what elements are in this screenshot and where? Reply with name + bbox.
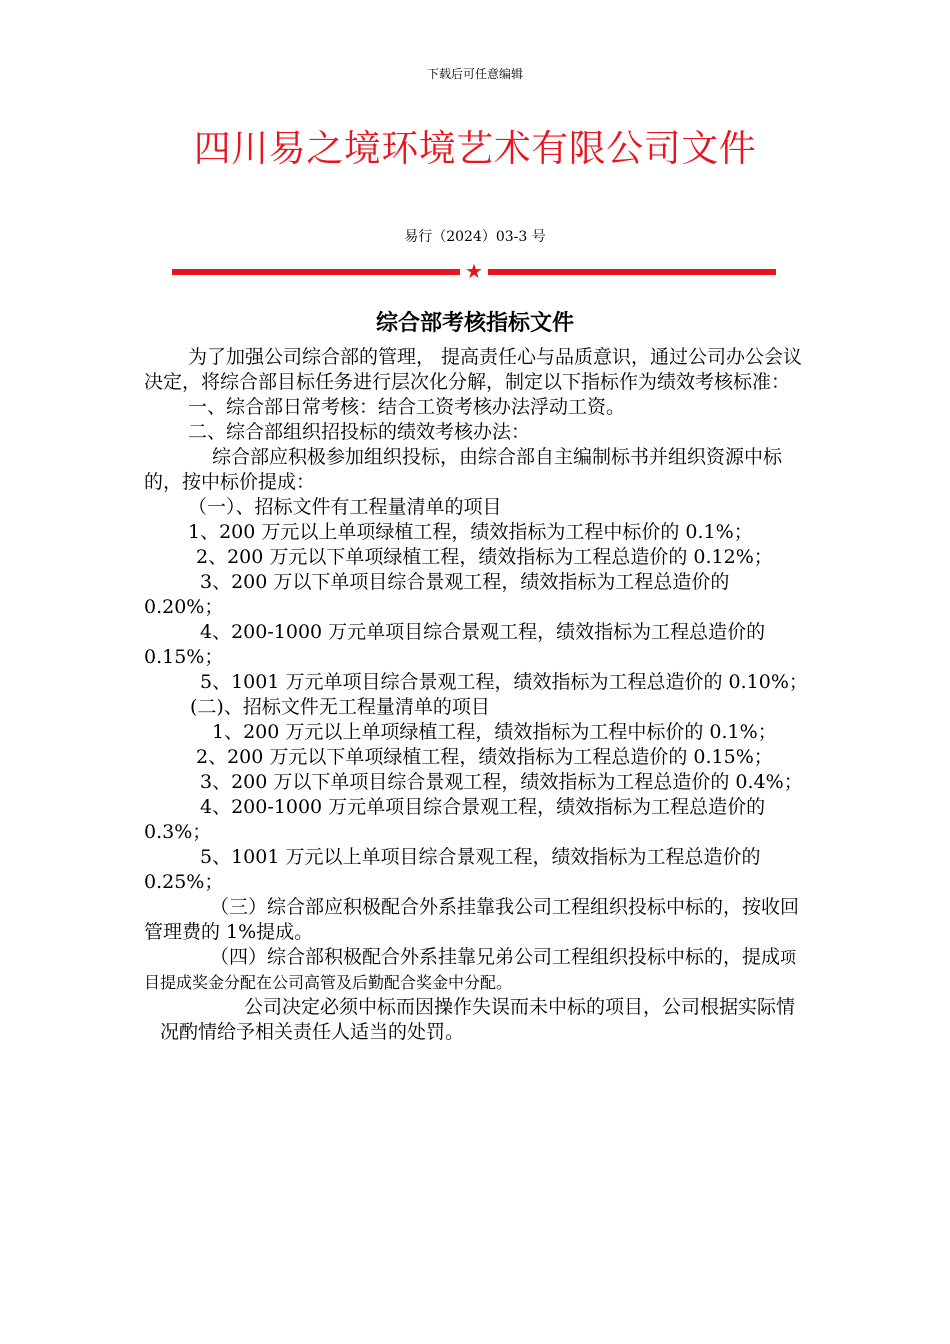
paragraph-text: 二、综合部组织招投标的绩效考核办法： xyxy=(188,421,531,443)
paragraph-text: 1、200 万元以上单项绿植工程，绩效指标为工程中标价的 0.1%； xyxy=(212,721,777,743)
body-paragraph xyxy=(144,495,808,520)
paragraph-text: 综合部应积极参加组织投标，由综合部自主编制标书并组织资源中标的，按中标价提成： xyxy=(144,446,783,493)
body-paragraph xyxy=(144,420,808,445)
paragraph-text: (二)、招标文件无工程量清单的项目 xyxy=(190,696,490,718)
body-paragraph xyxy=(144,345,808,395)
body-paragraph xyxy=(144,545,808,570)
paragraph-text: 2、200 万元以下单项绿植工程，绩效指标为工程总造价的 0.15%； xyxy=(196,746,773,768)
body-paragraph xyxy=(144,995,808,1045)
paragraph-text: 为了加强公司综合部的管理， 提高责任心与品质意识，通过公司办公会议决定，将综合部目标任务进行层次化分解，制定以下指标作为绩效考核标准： xyxy=(144,346,803,393)
doc-title: 综合部考核指标文件 xyxy=(375,310,574,336)
paragraph-text: 4、200-1000 万元单项目综合景观工程，绩效指标为工程总造价的 0.15%； xyxy=(144,621,766,668)
body-paragraph xyxy=(144,745,808,770)
paragraph-tail-text: 项目提成奖金分配在公司高管及后勤配合奖金中分配。 xyxy=(144,948,797,992)
body-paragraph xyxy=(144,395,808,420)
paragraph-text: 2、200 万元以下单项绿植工程，绩效指标为工程总造价的 0.12%； xyxy=(196,546,773,568)
body-paragraph xyxy=(144,895,808,945)
doc-number: 易行（2024）03-3 号 xyxy=(404,229,546,245)
paragraph-text: 4、200-1000 万元单项目综合景观工程，绩效指标为工程总造价的 0.3%； xyxy=(144,796,766,843)
body-paragraph xyxy=(144,670,808,695)
paragraph-text: 5、1001 万元单项目综合景观工程，绩效指标为工程总造价的 0.10%； xyxy=(200,671,808,693)
org-title: 四川易之境环境艺术有限公司文件 xyxy=(193,127,757,170)
body-paragraph xyxy=(144,720,808,745)
body-paragraph xyxy=(144,795,808,845)
body-paragraph xyxy=(144,945,808,995)
paragraph-text: 1、200 万元以上单项绿植工程，绩效指标为工程中标价的 0.1%； xyxy=(188,521,753,543)
star-icon: ★ xyxy=(465,259,483,283)
body-paragraph xyxy=(144,570,808,620)
body-paragraph xyxy=(144,695,808,720)
body-paragraph xyxy=(144,520,808,545)
header-note: 下载后可任意编辑 xyxy=(426,67,523,81)
paragraph-text: 一、综合部日常考核：结合工资考核办法浮动工资。 xyxy=(188,396,626,418)
paragraph-text: （四）综合部积极配合外系挂靠兄弟公司工程组织投标中标的，提成 xyxy=(210,946,781,968)
paragraph-text: （三）综合部应积极配合外系挂靠我公司工程组织投标中标的，按收回管理费的 1%提成。 xyxy=(144,896,800,943)
body-text xyxy=(144,345,808,1045)
paragraph-text: 3、200 万以下单项目综合景观工程，绩效指标为工程总造价的 0.20%； xyxy=(144,571,730,618)
body-paragraph xyxy=(144,845,808,895)
divider-bar-right xyxy=(488,269,776,275)
body-paragraph xyxy=(144,445,808,495)
red-divider xyxy=(172,259,776,284)
paragraph-text: 5、1001 万元以上单项目综合景观工程，绩效指标为工程总造价的 0.25%； xyxy=(144,846,761,893)
paragraph-text: 公司决定必须中标而因操作失误而未中标的项目，公司根据实际情况酌情给予相关责任人适当的处罚。 xyxy=(160,996,796,1043)
paragraph-text: 3、200 万以下单项目综合景观工程，绩效指标为工程总造价的 0.4%； xyxy=(200,771,803,793)
paragraph-text: （一）、招标文件有工程量清单的项目 xyxy=(188,496,502,518)
body-paragraph xyxy=(144,620,808,670)
divider-bar-left xyxy=(172,269,460,275)
body-paragraph xyxy=(144,770,808,795)
